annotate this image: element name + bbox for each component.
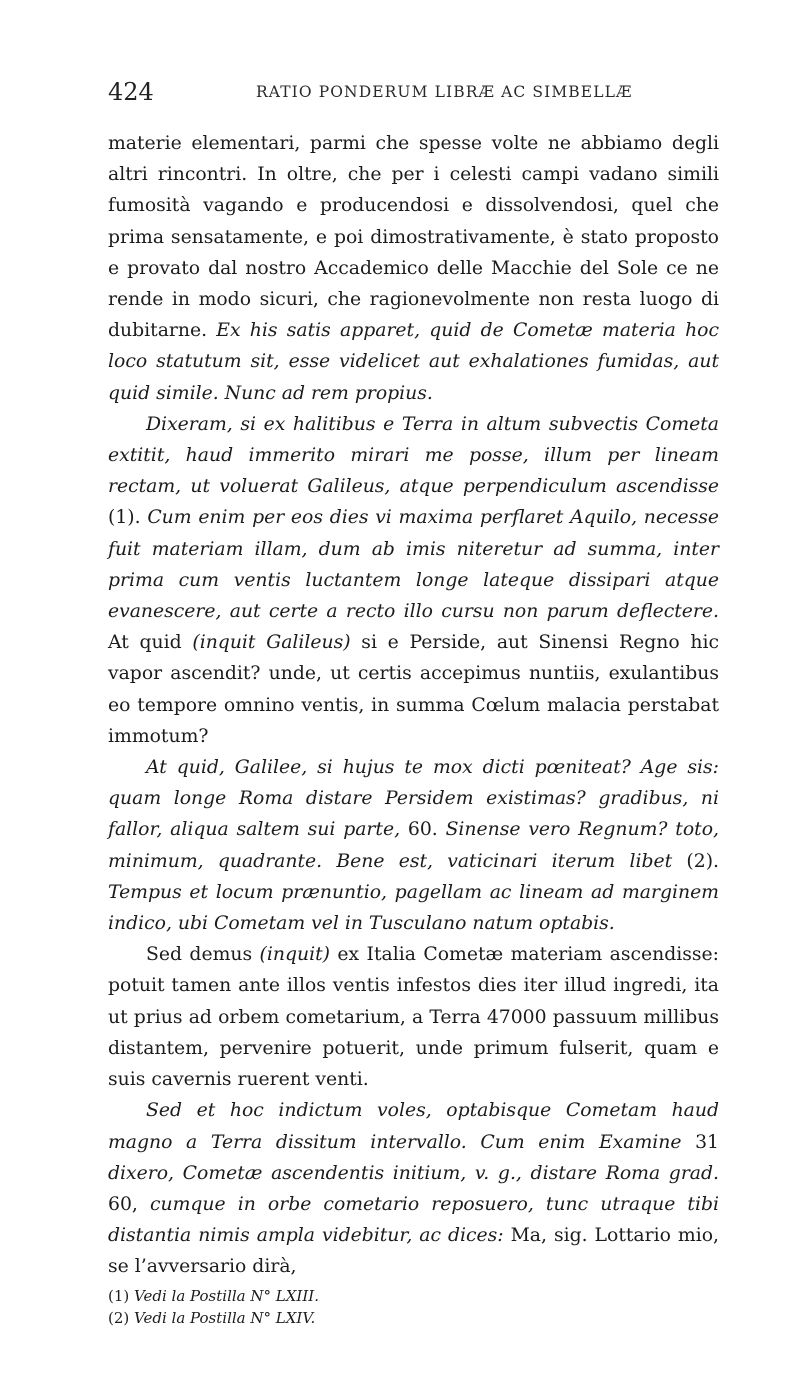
text-segment-italic: Cum enim per eos dies vi maxima perflaret Aquilo, necesse fuit materiam illam, dum ab imis niteretur ad summa, inter prima cum ventis luctantem longe lateque dissipari atque evanescere, aut certe a recto illo cursu non parum deflectere.	[108, 507, 720, 623]
footnote	[108, 1307, 719, 1329]
text-segment: 60,	[108, 1193, 150, 1215]
paragraph	[108, 409, 719, 752]
text-segment-italic: cumque in orbe cometario reposuero, tunc utraque tibi distantia nimis ampla videbitur, ac dices:	[108, 1193, 719, 1247]
text-segment-italic: Sinense vero Regnum? toto, minimum, quadrante. Bene est, vaticinari iterum libet	[108, 819, 719, 872]
footnote-mark: (1)	[108, 1287, 130, 1305]
text-segment-italic: Dixeram, si ex halitibus e Terra in altum subvectis Cometa extitit, haud immerito mirari me posse, illum per lineam rectam, ut voluerat Galileus, atque perpendiculum ascendisse	[108, 413, 719, 498]
text-segment-italic: Sed et hoc indictum voles, optabisque Cometam haud magno a Terra dissitum intervallo. Cum enim Examine	[108, 1100, 719, 1153]
text-segment-italic: Tempus et locum prænuntio, pagellam ac lineam ad marginem indico, ubi Cometam vel in Tusculano natum optabis.	[108, 881, 719, 935]
paragraph	[108, 128, 719, 409]
footnote-text: Vedi la Postilla N° LXIII.	[134, 1287, 319, 1305]
page-number: 424	[108, 78, 154, 106]
paragraph	[108, 939, 719, 1095]
text-segment: 31	[681, 1131, 719, 1153]
paragraph	[108, 1095, 719, 1282]
footnote-text: Vedi la Postilla N° LXIV.	[134, 1309, 316, 1327]
text-segment-italic: dixero, Cometæ ascendentis initium, v. g., distare Roma grad.	[108, 1162, 719, 1184]
text-segment: materie elementari, parmi che spesse volte ne abbiamo degli altri rincontri. In oltre, che per i celesti campi vadano simili fumosità vagando e producendosi e dissolvendosi, quel che prima sensatamente, e poi dimostrativamente, è stato proposto e provato dal nostro Accademico delle Macchie del Sole ce ne rende in modo sicuri, che ragionevolmente non resta luogo di dubitarne.	[108, 133, 719, 342]
text-segment: ex Italia Cometæ materiam ascendisse: potuit tamen ante illos ventis infestos dies iter illud ingredi, ita ut prius ad orbem cometarium, a Terra 47000 passuum millibus distantem, pervenire potuerit, unde primum fulserit, quam e suis cavernis ruerent venti.	[108, 944, 719, 1091]
text-segment-italic: (inquit)	[259, 944, 330, 966]
text-segment: 60.	[400, 819, 446, 841]
body-text	[108, 128, 719, 1283]
text-segment-italic: Ex his satis apparet, quid de Cometæ materia hoc loco statutum sit, esse videlicet aut exhalationes fumidas, aut quid simile. Nunc ad rem propius.	[108, 320, 719, 404]
footnote-mark: (2)	[108, 1309, 130, 1327]
footnote	[108, 1285, 719, 1307]
running-title: RATIO PONDERUM LIBRÆ AC SIMBELLÆ	[256, 83, 633, 101]
text-segment-italic: (inquit Galileus)	[192, 632, 351, 654]
text-segment-italic: At quid, Galilee, si hujus te mox dicti pœniteat? Age sis: quam longe Roma distare Persidem existimas? gradibus, ni fallor, aliqua saltem sui parte,	[108, 757, 719, 841]
text-segment: Ma, sig. Lottario mio, se l’avversario dirà,	[108, 1225, 719, 1278]
text-segment: At quid	[108, 632, 193, 654]
paragraph	[108, 752, 719, 939]
footnotes	[108, 1285, 719, 1329]
footnote-ref: (1).	[108, 507, 148, 529]
text-segment: Sed demus	[146, 944, 260, 966]
running-head	[108, 78, 716, 108]
text-segment: si e Perside, aut Sinensi Regno hic vapor ascendit? unde, ut certis accepimus nuntiis, exulantibus eo tempore omnino ventis, in summa Cœlum malacia perstabat immotum?	[108, 632, 719, 747]
footnote-ref: (2).	[672, 850, 719, 872]
